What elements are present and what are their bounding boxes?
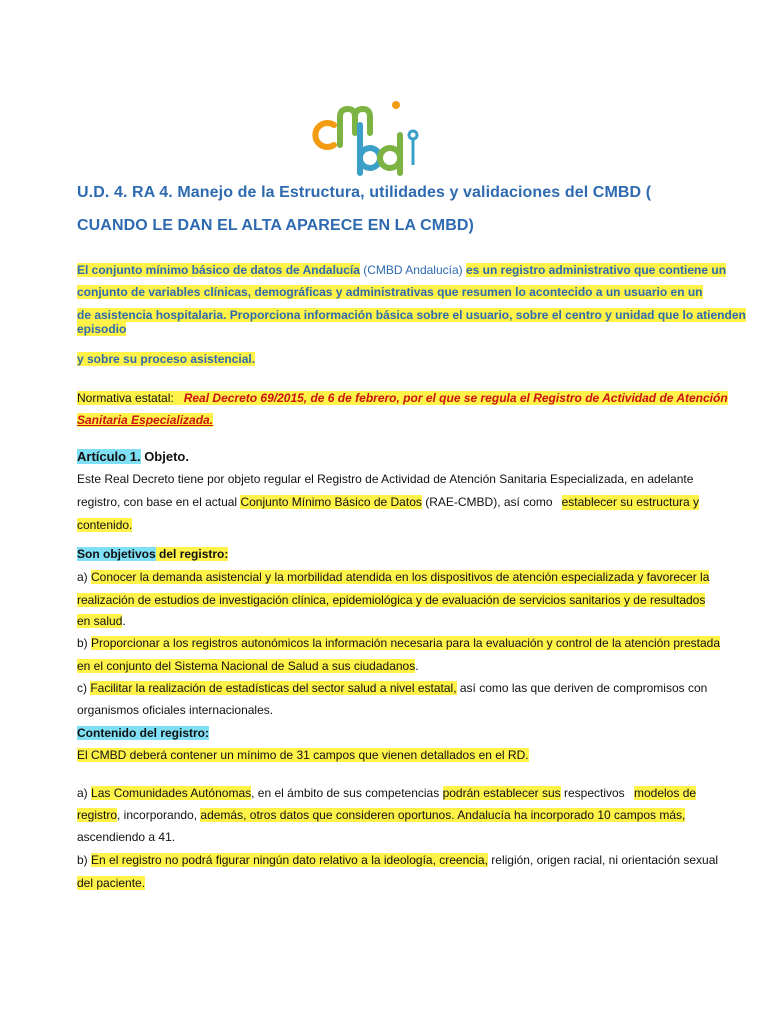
objetivo-c-line-2: organismos oficiales internacionales. [77,703,274,717]
article-heading: Artículo 1. Objeto. [77,449,189,464]
intro-line-3: de asistencia hospitalaria. Proporciona información básica sobre el usuario, sobre el centro y unidad que lo atienden [77,308,746,322]
objetivo-a-line-1: a) Conocer la demanda asistencial y la morbilidad atendida en los dispositivos de atención especializada y favorecer la [77,570,710,584]
cmbd-logo-mark [315,101,417,173]
intro-line-2: conjunto de variables clínicas, demográficas y administrativas que resumen lo acontecido a un usuario en un [77,285,703,299]
normativa-line-1: Normativa estatal: Real Decreto 69/2015, de 6 de febrero, por el que se regula el Registro de Actividad de Atención [77,391,728,405]
contenido-text: El CMBD deberá contener un mínimo de 31 campos que vienen detallados en el RD. [77,748,529,762]
contenido-a-line-1: a) Las Comunidades Autónomas, en el ámbito de sus competencias podrán establecer sus respectivos modelos de [77,786,697,800]
objetivo-c-line-1: c) Facilitar la realización de estadísticas del sector salud a nivel estatal, así como las que deriven de compromisos con [77,681,708,695]
contenido-b-line-1: b) En el registro no podrá figurar ningún dato relativo a la ideología, creencia, religión, origen racial, ni orientación sexual [77,853,719,867]
objetivo-a-line-2: realización de estudios de investigación clínica, epidemiológica y de evaluación de servicios sanitarios y de resultados [77,593,706,607]
objetivo-b-line-2: en el conjunto del Sistema Nacional de Salud a sus ciudadanos. [77,659,419,673]
normativa-line-2: Sanitaria Especializada. [77,413,214,427]
contenido-a-line-2: registro, incorporando, además, otros datos que consideren oportunos. Andalucía ha incorporado 10 campos más, [77,808,686,822]
intro-line-1: El conjunto mínimo básico de datos de Andalucía (CMBD Andalucía) es un registro administrativo que contiene un [77,263,727,277]
intro-line-5: y sobre su proceso asistencial. [77,352,256,366]
contenido-b-line-2: del paciente. [77,876,146,890]
contenido-a-line-3: ascendiendo a 41. [77,830,176,844]
objetivo-b-line-1: b) Proporcionar a los registros autonómicos la información necesaria para la evaluación y control de la atención prestada [77,636,721,650]
page-title-continued: CUANDO LE DAN EL ALTA APARECE EN LA CMBD) [77,217,474,234]
objeto-line-2: registro, con base en el actual Conjunto Mínimo Básico de Datos (RAE-CMBD), así como establecer su estructura y [77,495,699,509]
intro-line-4: episodio [77,322,127,336]
objeto-line-1: Este Real Decreto tiene por objeto regular el Registro de Actividad de Atención Sanitaria Especializada, en adelante [77,472,694,486]
objetivos-heading: Son objetivos del registro: [77,547,229,561]
logo-text: cmbd [370,179,373,180]
objeto-line-3: contenido. [77,518,133,532]
page-title: U.D. 4. RA 4. Manejo de la Estructura, utilidades y validaciones del CMBD ( [77,184,652,201]
contenido-heading: Contenido del registro: [77,726,209,740]
objetivo-a-line-3: en salud. [77,614,126,628]
cmbd-logo [300,95,440,180]
